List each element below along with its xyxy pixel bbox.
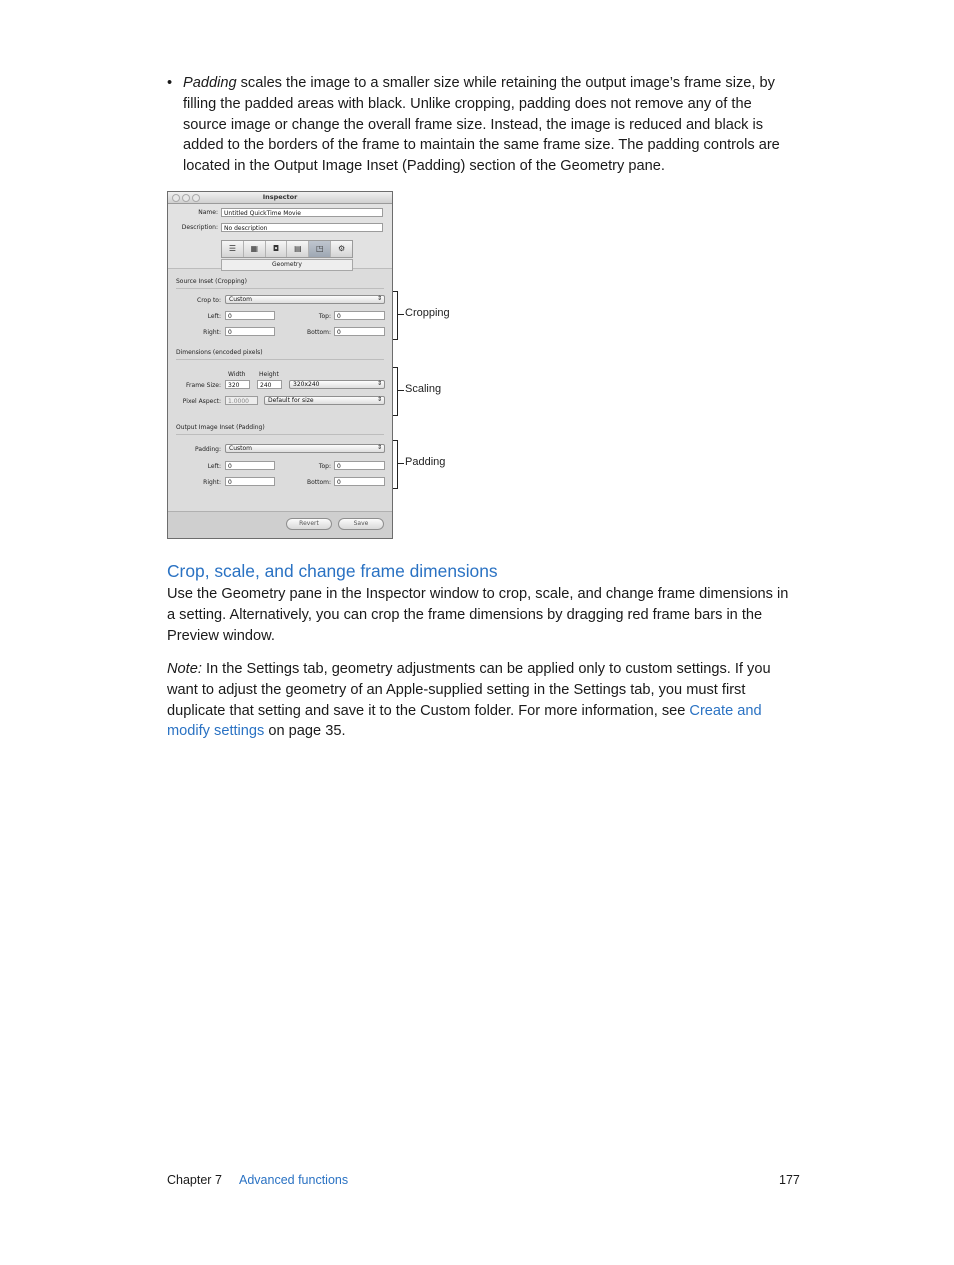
scaling-leader	[398, 390, 404, 391]
cropping-callout: Cropping	[405, 307, 450, 319]
divider	[176, 434, 384, 435]
frame-size-popup[interactable]	[289, 380, 385, 389]
note-text: In the Settings tab, geometry adjustments can be applied only to custom settings. If you want to adjust the geometry of an Apple-supplied setting in the Settings tab, you must first duplicate that setting and save it to the Custom folder. For more information, see	[167, 661, 771, 719]
bullet-lead: Padding	[183, 75, 237, 91]
inspector-toolbar	[221, 240, 353, 258]
create-modify-settings-link[interactable]: Create and modify settings	[167, 702, 762, 740]
height-label: Height	[259, 371, 279, 378]
crop-bottom-field[interactable]: 0	[334, 327, 385, 336]
description-field[interactable]: No description	[221, 223, 383, 232]
bullet-text	[183, 73, 792, 177]
divider	[176, 359, 384, 360]
crop-to-value: Custom	[229, 296, 252, 303]
padding-value: Custom	[229, 445, 252, 452]
pixel-aspect-popup[interactable]	[264, 396, 385, 405]
chevron-updown-icon: ⇕	[376, 380, 382, 387]
inspector-header	[168, 204, 392, 269]
padding-leader	[398, 463, 404, 464]
crop-left-label: Left:	[207, 313, 221, 320]
name-field[interactable]: Untitled QuickTime Movie	[221, 208, 383, 217]
pad-right-label: Right:	[203, 479, 221, 486]
scaling-callout: Scaling	[405, 383, 442, 395]
cropping-bracket	[393, 291, 398, 340]
name-label: Name:	[198, 209, 218, 216]
pixel-aspect-preset: Default for size	[268, 397, 314, 404]
padding-callout: Padding	[405, 456, 446, 468]
padding-bracket	[393, 440, 398, 489]
chevron-updown-icon: ⇕	[376, 295, 382, 302]
page-number: 177	[779, 1173, 800, 1187]
source-inset-heading: Source Inset (Cropping)	[176, 278, 247, 285]
note-tail: on page 35.	[264, 723, 346, 740]
footer-chapter: Chapter 7	[167, 1173, 222, 1187]
description-label: Description:	[181, 224, 218, 231]
tab-geometry[interactable]: Geometry	[221, 259, 353, 271]
pad-bottom-label: Bottom:	[306, 479, 331, 486]
video-icon[interactable]: ▦	[244, 241, 266, 257]
frame-size-label: Frame Size:	[186, 382, 221, 389]
pixel-aspect-label: Pixel Aspect:	[182, 398, 221, 405]
summary-icon[interactable]: ☰	[222, 241, 244, 257]
filters-icon[interactable]: ◘	[266, 241, 288, 257]
padding-bullet	[167, 73, 792, 177]
window-titlebar	[168, 192, 392, 204]
crop-left-field[interactable]: 0	[225, 311, 275, 320]
geometry-icon[interactable]: ◳	[309, 241, 331, 257]
actions-icon[interactable]: ⚙	[337, 244, 346, 253]
crop-bottom-label: Bottom:	[306, 329, 331, 336]
inspector-button-bar	[168, 511, 392, 538]
note-label: Note:	[167, 661, 202, 677]
padding-label: Padding:	[195, 446, 221, 453]
crop-to-label: Crop to:	[197, 297, 221, 304]
crop-right-label: Right:	[203, 329, 221, 336]
crop-right-field[interactable]: 0	[225, 327, 275, 336]
window-title: Inspector	[262, 193, 298, 201]
width-field[interactable]: 320	[225, 380, 250, 389]
width-label: Width	[228, 371, 246, 378]
pad-bottom-field[interactable]: 0	[334, 477, 385, 486]
pad-top-label: Top:	[318, 463, 331, 470]
divider	[176, 288, 384, 289]
chevron-updown-icon: ⇕	[376, 396, 382, 403]
pixel-aspect-field[interactable]: 1.0000	[225, 396, 258, 405]
pad-left-field[interactable]: 0	[225, 461, 275, 470]
crop-top-label: Top:	[318, 313, 331, 320]
frame-size-preset: 320x240	[293, 381, 320, 388]
pad-left-label: Left:	[207, 463, 221, 470]
crop-to-popup[interactable]	[225, 295, 385, 304]
note-paragraph	[167, 659, 792, 742]
height-field[interactable]: 240	[257, 380, 282, 389]
section-body: Use the Geometry pane in the Inspector window to crop, scale, and change frame dimensions in a setting. Alternatively, you can crop the frame dimensions by dragging red frame bars in the Preview window.	[167, 586, 789, 644]
bullet-symbol: •	[167, 75, 173, 91]
revert-button[interactable]: Revert	[286, 518, 332, 530]
bullet-body: scales the image to a smaller size while retaining the output image’s frame size, by filling the padded areas with black. Unlike cropping, padding does not remove any of the source image or change the overall frame size. Instead, the image is reduced and black is added to the borders of the frame to maintain the same frame size. The padding controls are located in the Output Image Inset (Padding) section of the Geometry pane.	[183, 75, 780, 175]
save-button[interactable]: Save	[338, 518, 384, 530]
frame-controls-icon[interactable]: ▤	[287, 241, 309, 257]
crop-top-field[interactable]: 0	[334, 311, 385, 320]
chevron-updown-icon: ⇕	[376, 444, 382, 451]
section-heading: Crop, scale, and change frame dimensions	[167, 561, 498, 581]
inspector-window	[167, 191, 393, 539]
scaling-bracket	[393, 367, 398, 416]
dimensions-heading: Dimensions (encoded pixels)	[176, 349, 263, 356]
cropping-leader	[398, 314, 404, 315]
pad-top-field[interactable]: 0	[334, 461, 385, 470]
pad-right-field[interactable]: 0	[225, 477, 275, 486]
footer-chapter-title-link[interactable]: Advanced functions	[239, 1173, 349, 1187]
padding-popup[interactable]	[225, 444, 385, 453]
output-inset-heading: Output Image Inset (Padding)	[176, 424, 265, 431]
